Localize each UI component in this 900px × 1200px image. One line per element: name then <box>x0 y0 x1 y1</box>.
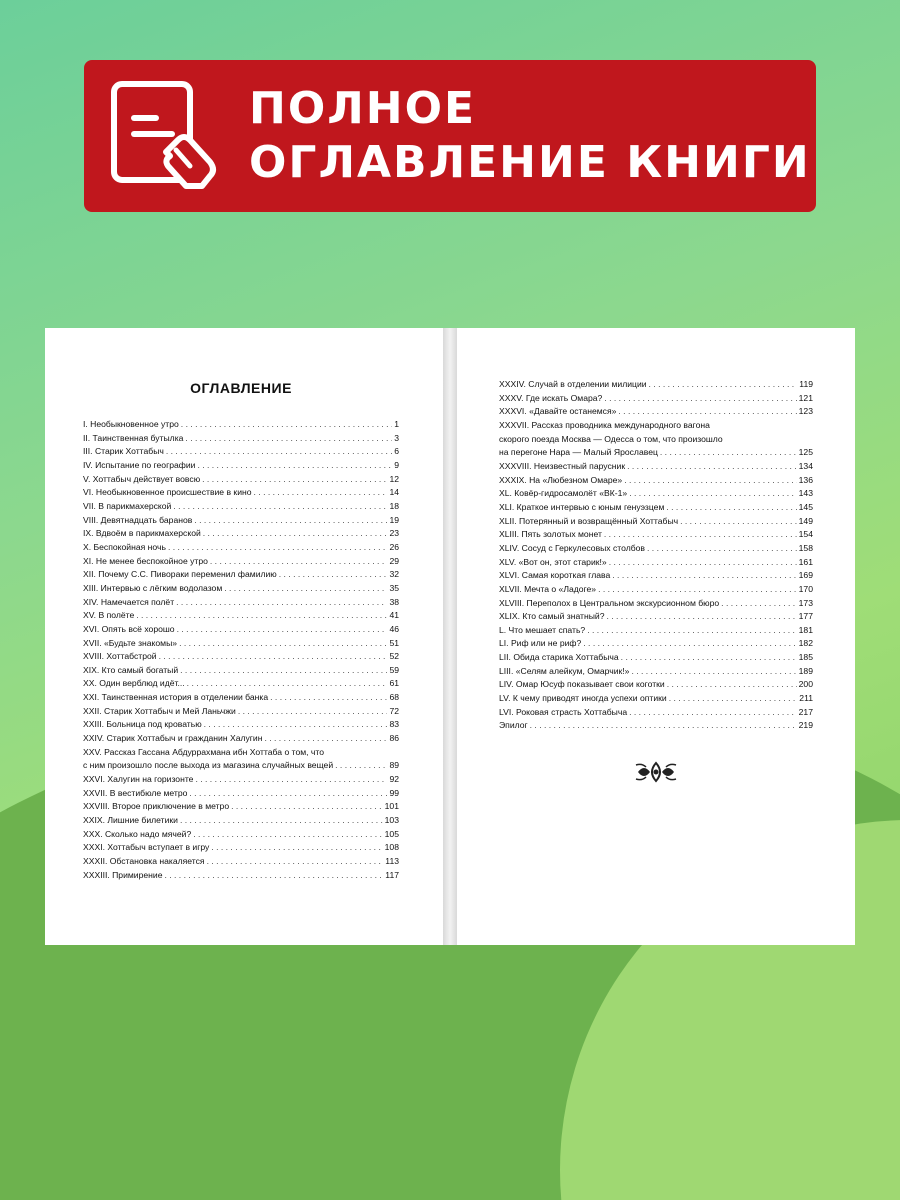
toc-entry-title: XXIV. Старик Хоттабыч и гражданин Халугин <box>83 733 263 744</box>
toc-leader-dots <box>193 828 382 842</box>
ornament <box>499 761 813 783</box>
toc-entry-page: 14 <box>389 487 399 498</box>
toc-entry-title: XXIII. Больница под кроватью <box>83 719 202 730</box>
toc-entry <box>83 855 399 869</box>
toc-leader-dots <box>618 405 796 419</box>
toc-entry-page: 19 <box>389 514 399 525</box>
toc-entry-title: XLIII. Пять золотых монет <box>499 529 602 540</box>
toc-leader-dots <box>180 814 383 828</box>
toc-entry-title: LIV. Омар Юсуф показывает свои коготки <box>499 679 665 690</box>
toc-leader-dots <box>194 514 387 528</box>
toc-entry-title: XVI. Опять всё хорошо <box>83 623 175 634</box>
toc-leader-dots <box>649 378 798 392</box>
toc-leader-dots <box>136 609 387 623</box>
toc-entry-page: 119 <box>799 379 813 389</box>
toc-entry-title: XXXIII. Примирение <box>83 869 163 880</box>
toc-entry-page: 9 <box>394 459 399 470</box>
toc-entry-page: 117 <box>385 869 399 880</box>
toc-leader-dots <box>270 691 387 705</box>
toc-entry <box>499 392 813 406</box>
toc-leader-dots <box>189 787 387 801</box>
toc-entry-title: XLVII. Мечта о «Ладоге» <box>499 583 597 594</box>
toc-entry-page: 52 <box>389 651 399 662</box>
toc-entry-title: XLIV. Сосуд с Геркулесовых столбов <box>499 542 646 553</box>
toc-leader-dots <box>180 664 387 678</box>
toc-leader-dots <box>583 637 796 651</box>
toc-entry-page: 18 <box>389 500 399 511</box>
toc-entry-title: XVIII. Хоттабстрой <box>83 651 157 662</box>
toc-entry-title: с ним произошло после выхода из магазина случайных вещей <box>83 760 334 771</box>
toc-leader-dots <box>621 651 797 665</box>
toc-entry-title: XXVI. Халугин на горизонте <box>83 774 194 785</box>
toc-entry <box>83 814 399 828</box>
book-spread <box>45 328 855 945</box>
toc-entry-page: 143 <box>798 488 813 499</box>
toc-entry-page: 32 <box>389 569 399 580</box>
toc-entry-page: 51 <box>389 637 399 648</box>
toc-list-left <box>83 418 399 882</box>
toc-entry-page: 169 <box>798 570 813 581</box>
toc-entry <box>499 487 813 501</box>
toc-entry <box>83 746 399 760</box>
toc-leader-dots <box>204 718 388 732</box>
toc-entry-title: LVI. Роковая страсть Хоттабыча <box>499 706 628 717</box>
toc-entry <box>499 637 813 651</box>
toc-entry-page: 134 <box>798 460 813 471</box>
toc-entry-title: XIX. Кто самый богатый <box>83 664 179 675</box>
toc-entry-title: VI. Необыкновенное происшествие в кино <box>83 487 252 498</box>
toc-entry-page: 123 <box>798 406 813 417</box>
ornament-icon <box>634 761 678 783</box>
toc-entry-title: III. Старик Хоттабыч <box>83 446 164 457</box>
toc-leader-dots <box>187 677 388 691</box>
toc-entry <box>83 445 399 459</box>
toc-entry-page: 83 <box>389 719 399 730</box>
toc-entry <box>83 637 399 651</box>
toc-entry-title: XXVII. В вестибюле метро <box>83 787 188 798</box>
toc-leader-dots <box>606 610 796 624</box>
toc-entry <box>83 650 399 664</box>
toc-entry-title: XXXV. Где искать Омара? <box>499 392 603 403</box>
toc-entry-page: 26 <box>389 541 399 552</box>
toc-entry-page: 12 <box>389 473 399 484</box>
toc-leader-dots <box>179 637 387 651</box>
toc-leader-dots <box>254 486 388 500</box>
toc-entry <box>83 418 399 432</box>
toc-entry <box>499 706 813 720</box>
toc-leader-dots <box>587 624 796 638</box>
toc-entry-page: 35 <box>389 582 399 593</box>
toc-entry-title: IX. Вдвоём в парикмахерской <box>83 528 201 539</box>
toc-leader-dots <box>666 501 796 515</box>
toc-entry-page: 181 <box>798 624 813 635</box>
toc-entry <box>83 677 399 691</box>
toc-leader-dots <box>185 432 392 446</box>
toc-entry <box>83 568 399 582</box>
toc-entry-page: 89 <box>389 760 399 771</box>
toc-entry <box>499 556 813 570</box>
toc-entry-title: скорого поезда Москва — Одесса о том, что произошло <box>499 433 723 444</box>
toc-entry <box>83 432 399 446</box>
toc-leader-dots <box>159 650 388 664</box>
toc-entry-page: 105 <box>384 828 399 839</box>
toc-leader-dots <box>264 732 387 746</box>
toc-entry-title: V. Хоттабыч действует вовсю <box>83 473 201 484</box>
toc-entry <box>499 651 813 665</box>
document-hand-icon <box>106 78 222 194</box>
toc-entry-page: 177 <box>798 611 813 622</box>
toc-leader-dots <box>197 459 392 473</box>
toc-entry-page: 29 <box>389 555 399 566</box>
toc-entry-title: XX. Один верблюд идёт... <box>83 678 185 689</box>
toc-entry <box>499 597 813 611</box>
toc-entry-title: II. Таинственная бутылка <box>83 432 184 443</box>
toc-entry-title: XL. Ковёр-гидросамолёт «ВК-1» <box>499 488 628 499</box>
toc-entry <box>83 623 399 637</box>
right-page <box>457 328 855 945</box>
toc-leader-dots <box>667 678 797 692</box>
banner-title-line2: ОГЛАВЛЕНИЕ КНИГИ <box>249 137 811 188</box>
left-page <box>45 328 443 945</box>
toc-entry-title: XXXIX. На «Любезном Омаре» <box>499 474 623 485</box>
toc-leader-dots <box>279 568 388 582</box>
toc-entry-page: 68 <box>389 692 399 703</box>
toc-entry-title: XV. В полёте <box>83 610 135 621</box>
toc-entry <box>83 459 399 473</box>
toc-leader-dots <box>203 527 388 541</box>
toc-leader-dots <box>721 597 796 611</box>
toc-entry-page: 161 <box>798 556 813 567</box>
toc-entry-page: 211 <box>799 693 813 704</box>
toc-entry <box>499 692 813 706</box>
toc-entry <box>83 486 399 500</box>
toc-leader-dots <box>195 773 387 787</box>
toc-entry-page: 92 <box>389 774 399 785</box>
toc-leader-dots <box>164 869 383 883</box>
toc-entry <box>499 528 813 542</box>
toc-entry-title: XXII. Старик Хоттабыч и Мей Ланьчжи <box>83 705 236 716</box>
toc-entry <box>83 514 399 528</box>
toc-entry <box>499 446 813 460</box>
toc-leader-dots <box>669 692 798 706</box>
toc-leader-dots <box>210 555 388 569</box>
toc-leader-dots <box>629 487 796 501</box>
toc-leader-dots <box>168 541 387 555</box>
toc-entry-title: L. Что мешает спать? <box>499 624 586 635</box>
toc-entry-title: XXXIV. Случай в отделении милиции <box>499 379 647 389</box>
toc-entry-title: VIII. Девятнадцать баранов <box>83 514 193 525</box>
toc-entry <box>499 419 813 433</box>
toc-leader-dots <box>173 500 387 514</box>
toc-entry-title: XLV. «Вот он, этот старик!» <box>499 556 607 567</box>
toc-leader-dots <box>660 446 797 460</box>
toc-entry-title: XXXI. Хоттабыч вступает в игру <box>83 842 210 853</box>
toc-entry-title: XXI. Таинственная история в отделении банка <box>83 692 269 703</box>
toc-entry-title: XLVI. Самая короткая глава <box>499 570 611 581</box>
toc-leader-dots <box>612 569 796 583</box>
toc-entry <box>83 787 399 801</box>
toc-leader-dots <box>238 705 388 719</box>
toc-entry-page: 72 <box>389 705 399 716</box>
banner-title <box>249 82 811 190</box>
toc-leader-dots <box>335 759 387 773</box>
toc-entry-title: XXXVIII. Неизвестный парусник <box>499 460 626 471</box>
toc-entry-title: LIII. «Селям алейкум, Омарчик!» <box>499 665 630 676</box>
toc-entry <box>499 433 813 447</box>
toc-leader-dots <box>624 474 796 488</box>
toc-leader-dots <box>680 515 797 529</box>
toc-entry-title: I. Необыкновенное утро <box>83 419 179 429</box>
toc-entry-page: 182 <box>798 638 813 649</box>
toc-entry <box>83 609 399 623</box>
toc-entry-page: 38 <box>389 596 399 607</box>
toc-entry <box>83 841 399 855</box>
toc-leader-dots <box>181 418 392 432</box>
toc-entry-title: LI. Риф или не риф? <box>499 638 582 649</box>
toc-entry <box>499 460 813 474</box>
toc-entry <box>499 624 813 638</box>
toc-entry <box>499 569 813 583</box>
toc-entry <box>499 515 813 529</box>
toc-entry-page: 101 <box>384 801 399 812</box>
toc-entry-page: 219 <box>798 720 813 731</box>
toc-entry <box>499 610 813 624</box>
toc-entry-page: 103 <box>384 815 399 826</box>
toc-entry-title: XIV. Намечается полёт <box>83 596 175 607</box>
toc-heading: ОГЛАВЛЕНИЕ <box>190 380 292 396</box>
toc-entry <box>499 583 813 597</box>
toc-leader-dots <box>631 665 796 679</box>
toc-leader-dots <box>627 460 797 474</box>
toc-leader-dots <box>211 841 382 855</box>
toc-leader-dots <box>604 528 797 542</box>
toc-entry <box>499 474 813 488</box>
toc-entry <box>83 869 399 883</box>
banner-title-line1: ПОЛНОЕ <box>249 83 477 134</box>
toc-leader-dots <box>176 596 387 610</box>
toc-leader-dots <box>207 855 384 869</box>
toc-entry <box>83 759 399 773</box>
toc-entry <box>83 732 399 746</box>
toc-leader-dots <box>224 582 387 596</box>
toc-entry-title: XXVIII. Второе приключение в метро <box>83 801 230 812</box>
toc-entry <box>83 664 399 678</box>
toc-entry-title: XVII. «Будьте знакомы» <box>83 637 178 648</box>
toc-entry <box>83 705 399 719</box>
toc-entry <box>83 691 399 705</box>
toc-entry-title: XXV. Рассказ Гассана Абдуррахмана ибн Хоттаба о том, что <box>83 746 325 757</box>
toc-entry <box>83 527 399 541</box>
toc-entry-title: Эпилог <box>499 720 528 731</box>
toc-leader-dots <box>629 706 797 720</box>
book-gutter <box>443 328 457 945</box>
toc-entry <box>499 501 813 515</box>
toc-leader-dots <box>231 800 383 814</box>
toc-entry-title: LII. Обида старика Хоттабыча <box>499 652 619 663</box>
toc-entry-page: 3 <box>394 432 399 443</box>
toc-entry-page: 200 <box>798 679 813 690</box>
toc-entry-title: XII. Почему С.С. Пивораки переменил фамилию <box>83 569 277 580</box>
toc-entry-page: 23 <box>389 528 399 539</box>
toc-entry-page: 189 <box>798 665 813 676</box>
toc-entry <box>83 828 399 842</box>
toc-leader-dots <box>609 556 797 570</box>
toc-entry-page: 158 <box>798 542 813 553</box>
toc-entry-title: XXXVII. Рассказ проводника международного вагона <box>499 419 710 430</box>
toc-entry <box>83 800 399 814</box>
toc-entry <box>499 719 813 733</box>
toc-entry-title: X. Беспокойная ночь <box>83 541 166 552</box>
toc-entry <box>499 665 813 679</box>
toc-entry-page: 149 <box>798 515 813 526</box>
toc-entry-title: XLI. Краткое интервью с юным генуэзцем <box>499 501 665 512</box>
toc-entry-page: 217 <box>798 706 813 717</box>
toc-entry-page: 41 <box>389 610 399 621</box>
toc-entry <box>83 582 399 596</box>
toc-entry-page: 113 <box>385 856 399 866</box>
toc-entry-title: XXXVI. «Давайте останемся» <box>499 406 617 417</box>
toc-leader-dots <box>202 473 387 487</box>
toc-entry-page: 121 <box>798 392 813 403</box>
toc-entry <box>83 555 399 569</box>
toc-entry <box>499 405 813 419</box>
toc-leader-dots <box>530 719 797 733</box>
toc-entry-page: 185 <box>798 652 813 663</box>
toc-entry-page: 61 <box>389 678 399 689</box>
toc-leader-dots <box>166 445 392 459</box>
toc-entry <box>499 378 813 392</box>
toc-entry-title: на перегоне Нара — Малый Ярославец <box>499 447 658 458</box>
toc-entry-title: LV. К чему приводят иногда успехи оптики <box>499 693 667 704</box>
toc-entry <box>83 773 399 787</box>
toc-entry-page: 108 <box>384 842 399 853</box>
toc-entry-page: 99 <box>389 787 399 798</box>
toc-entry-page: 125 <box>798 447 813 458</box>
toc-entry <box>83 596 399 610</box>
toc-leader-dots <box>647 542 797 556</box>
toc-entry-page: 46 <box>389 623 399 634</box>
toc-entry-page: 86 <box>389 733 399 744</box>
toc-entry-title: XLIX. Кто самый знатный? <box>499 611 605 622</box>
toc-leader-dots <box>604 392 796 406</box>
toc-list-right <box>499 378 813 733</box>
toc-entry-page: 136 <box>798 474 813 485</box>
toc-entry <box>499 678 813 692</box>
toc-entry-title: XIII. Интервью с лёгким водолазом <box>83 582 223 593</box>
toc-entry-page: 6 <box>394 446 399 457</box>
toc-entry-page: 154 <box>798 529 813 540</box>
toc-entry-title: XLII. Потерянный и возвращённый Хоттабыч <box>499 515 679 526</box>
toc-entry <box>83 473 399 487</box>
toc-entry-title: XLVIII. Переполох в Центральном экскурсионном бюро <box>499 597 720 608</box>
toc-entry-page: 170 <box>798 583 813 594</box>
toc-entry <box>83 541 399 555</box>
toc-entry-title: IV. Испытание по географии <box>83 459 196 470</box>
toc-entry-title: VII. В парикмахерской <box>83 500 172 511</box>
title-banner <box>84 60 816 212</box>
toc-entry-title: XXX. Сколько надо мячей? <box>83 828 192 839</box>
toc-entry-title: XXXII. Обстановка накаляется <box>83 856 205 866</box>
toc-leader-dots <box>177 623 388 637</box>
toc-entry <box>499 542 813 556</box>
toc-entry-page: 1 <box>394 419 399 429</box>
toc-leader-dots <box>598 583 797 597</box>
toc-entry-page: 59 <box>389 664 399 675</box>
toc-entry <box>83 500 399 514</box>
toc-entry-title: XI. Не менее беспокойное утро <box>83 555 208 566</box>
toc-entry-page: 145 <box>798 501 813 512</box>
toc-entry-page: 173 <box>798 597 813 608</box>
toc-entry-title: XXIX. Лишние билетики <box>83 815 178 826</box>
toc-entry <box>83 718 399 732</box>
